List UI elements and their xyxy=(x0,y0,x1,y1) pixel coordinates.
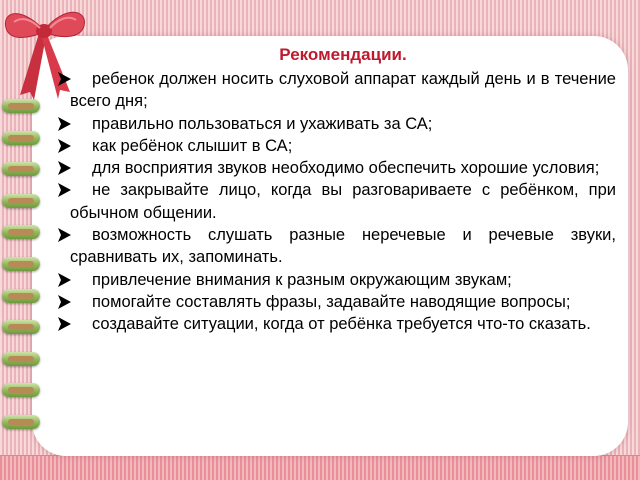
binder-ring-icon xyxy=(2,222,40,242)
bottom-ribbon-band xyxy=(0,455,640,480)
list-item xyxy=(70,68,616,113)
binder-ring-icon xyxy=(2,349,40,369)
list-item xyxy=(70,113,616,135)
list-item xyxy=(70,313,616,335)
arrowhead-bullet-icon xyxy=(56,294,72,310)
arrowhead-bullet-icon xyxy=(56,116,72,132)
list-item-text: для восприятия звуков необходимо обеспечить хорошие условия; xyxy=(92,159,600,178)
list-item-text: возможность слушать разные неречевые и речевые звуки, сравнивать их, запоминать. xyxy=(70,226,616,267)
list-item-text: помогайте составлять фразы, задавайте наводящие вопросы; xyxy=(92,292,571,311)
list-item-text: привлечение внимания к разным окружающим звукам; xyxy=(92,270,512,289)
list-item xyxy=(70,224,616,269)
list-item-text: правильно пользоваться и ухаживать за СА; xyxy=(92,114,433,133)
arrowhead-bullet-icon xyxy=(56,138,72,154)
binder-ring-icon xyxy=(2,128,40,148)
list-item xyxy=(70,179,616,224)
binder-ring-icon xyxy=(2,286,40,306)
recommendations-content xyxy=(70,44,616,336)
binder-ring-icon xyxy=(2,254,40,274)
arrowhead-bullet-icon xyxy=(56,182,72,198)
binder-ring-icon xyxy=(2,317,40,337)
list-item xyxy=(70,269,616,291)
arrowhead-bullet-icon xyxy=(56,71,72,87)
arrowhead-bullet-icon xyxy=(56,316,72,332)
list-item-text: как ребёнок слышит в СА; xyxy=(92,136,293,155)
list-item-text: ребенок должен носить слуховой аппарат каждый день и в течение всего дня; xyxy=(70,70,616,111)
list-item xyxy=(70,157,616,179)
list-item-text: создавайте ситуации, когда от ребёнка требуется что-то сказать. xyxy=(92,315,591,334)
list-item-text: не закрывайте лицо, когда вы разговариваете с ребёнком, при обычном общении. xyxy=(70,181,616,222)
list-item xyxy=(70,135,616,157)
binder-ring-icon xyxy=(2,191,40,211)
binder-ring-icon xyxy=(2,412,40,432)
binder-ring-icon xyxy=(2,380,40,400)
arrowhead-bullet-icon xyxy=(56,160,72,176)
page-title: Рекомендации. xyxy=(279,45,407,64)
arrowhead-bullet-icon xyxy=(56,227,72,243)
recommendations-list xyxy=(70,68,616,336)
list-item xyxy=(70,291,616,313)
arrowhead-bullet-icon xyxy=(56,272,72,288)
binder-ring-icon xyxy=(2,159,40,179)
